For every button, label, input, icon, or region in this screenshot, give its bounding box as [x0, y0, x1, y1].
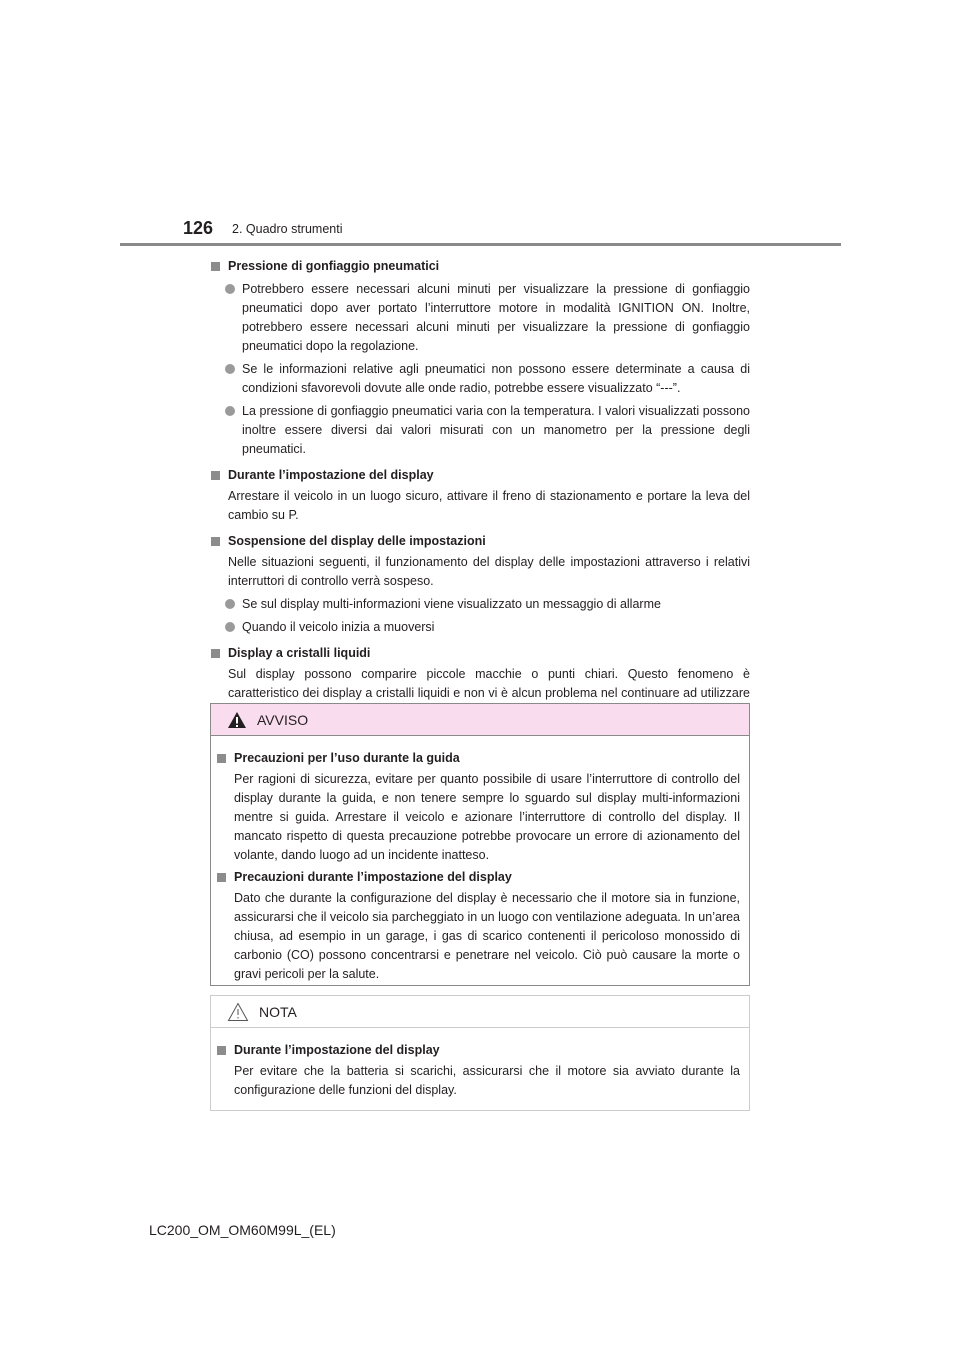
list-item: [210, 618, 750, 637]
heading-text: Pressione di gonfiaggio pneumatici: [228, 259, 440, 273]
caution-triangle-outline-icon: [227, 1002, 249, 1022]
list-item-text: Quando il veicolo inizia a muoversi: [242, 620, 435, 634]
list-item-text: Se le informazioni relative agli pneumatici non possono essere determinate a causa di condizioni sfavorevoli dovute alle onde radio, potrebbe essere visualizzato “---”.: [242, 362, 750, 395]
heading-text: Display a cristalli liquidi: [228, 646, 371, 660]
circle-bullet-icon: [225, 284, 235, 294]
section-title: 2. Quadro strumenti: [232, 222, 343, 236]
list-item: [210, 595, 750, 614]
note-box: [210, 995, 750, 1111]
square-bullet-icon: [217, 873, 226, 882]
circle-bullet-icon: [225, 599, 235, 609]
warning-header: [211, 704, 749, 736]
warning-box: [210, 703, 750, 986]
warning-heading: [216, 868, 740, 887]
heading-text: Precauzioni per l’uso durante la guida: [234, 751, 460, 765]
warning-heading: [216, 749, 740, 768]
heading-pressure: [210, 257, 750, 276]
page-number: 126: [183, 218, 214, 238]
header-divider: [120, 243, 841, 246]
list-item-text: La pressione di gonfiaggio pneumatici varia con la temperatura. I valori visualizzati possono inoltre essere diversi dai valori misurati con un manometro per la pressione degli pneumatici.: [242, 404, 750, 456]
heading-text: Durante l’impostazione del display: [234, 1043, 440, 1057]
heading-text: Precauzioni durante l’impostazione del display: [234, 870, 512, 884]
heading-text: Durante l’impostazione del display: [228, 468, 434, 482]
note-header: [211, 996, 749, 1028]
heading-suspension: [210, 532, 750, 551]
square-bullet-icon: [217, 754, 226, 763]
heading-display-setting: [210, 466, 750, 485]
list-item: [210, 360, 750, 398]
list-item: [210, 402, 750, 459]
paragraph: Per evitare che la batteria si scarichi, assicurarsi che il motore sia avviato durante la configurazione delle funzioni del display.: [234, 1064, 740, 1097]
list-item: [210, 280, 750, 356]
warning-label: AVVISO: [257, 711, 309, 728]
note-heading: [216, 1041, 740, 1060]
paragraph: Dato che durante la configurazione del display è necessario che il motore sia in funzione, assicurarsi che il veicolo sia parcheggiato in un luogo con ventilazione adeguata. In un’area chiusa, ad esempio in un garage, i gas di scarico contenenti il pericoloso monossido di carbonio (CO) possono concentrarsi e penetrare nel veicolo. Ciò può causare la morte o gravi pericoli per la salute.: [234, 891, 740, 981]
square-bullet-icon: [211, 262, 220, 271]
circle-bullet-icon: [225, 406, 235, 416]
square-bullet-icon: [217, 1046, 226, 1055]
paragraph: Per ragioni di sicurezza, evitare per quanto possibile di usare l’interruttore di controllo del display durante la guida, e non tenere sempre lo sguardo sul display multi-informazioni mentre si guida. Arrestare il veicolo e azionare l’interruttore di controllo del display. Il mancato rispetto di questa precauzione potrebbe provocare un errore di azionamento del volante, dando luogo ad un incidente inatteso.: [234, 772, 740, 862]
heading-lcd: [210, 644, 750, 663]
list-item-text: Potrebbero essere necessari alcuni minuti per visualizzare la pressione di gonfiaggio pneumatici dopo aver portato l’interruttore motore in modalità IGNITION ON. Inoltre, potrebbero essere necessari alcuni minuti per visualizzare la pressione di gonfiaggio pneumatici dopo la regolazione.: [242, 282, 750, 353]
warning-triangle-icon: [227, 711, 247, 729]
square-bullet-icon: [211, 471, 220, 480]
paragraph: Nelle situazioni seguenti, il funzionamento del display delle impostazioni attraverso i relativi interruttori di controllo verrà sospeso.: [228, 555, 750, 588]
square-bullet-icon: [211, 649, 220, 658]
note-label: NOTA: [259, 1003, 297, 1020]
paragraph: Arrestare il veicolo in un luogo sicuro, attivare il freno di stazionamento e portare la leva del cambio su P.: [228, 489, 750, 522]
document-code: LC200_OM_OM60M99L_(EL): [149, 1222, 336, 1238]
paragraph: Sul display possono comparire piccole macchie o punti chiari. Questo fenomeno è caratteristico dei display a cristalli liquidi e non vi è alcun problema nel continuare ad utilizzare: [228, 667, 750, 700]
square-bullet-icon: [211, 537, 220, 546]
heading-text: Sospensione del display delle impostazioni: [228, 534, 486, 548]
circle-bullet-icon: [225, 622, 235, 632]
list-item-text: Se sul display multi-informazioni viene visualizzato un messaggio di allarme: [242, 597, 661, 611]
main-content: [210, 254, 750, 722]
circle-bullet-icon: [225, 364, 235, 374]
